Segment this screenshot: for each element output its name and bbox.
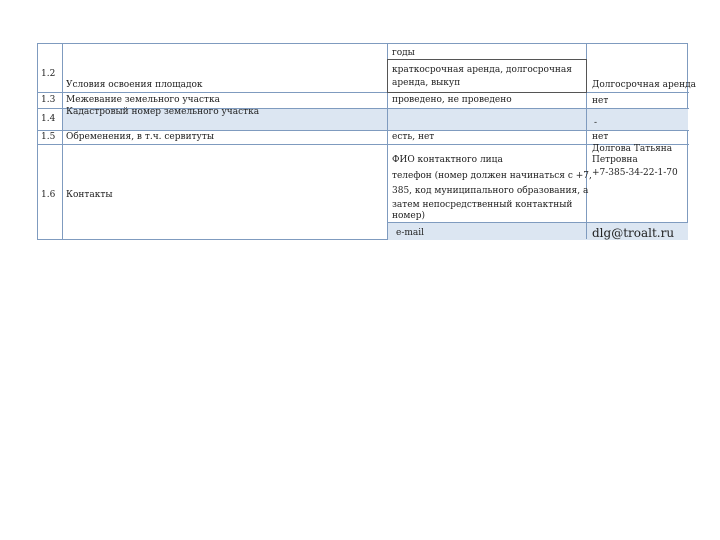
row-number: 1.2 xyxy=(41,69,56,79)
phone-label: номер) xyxy=(392,211,426,221)
contact-name-label: ФИО контактного лица xyxy=(392,155,503,165)
row-number: 1.3 xyxy=(41,95,56,105)
options-text: годы xyxy=(392,48,415,58)
phone-label: телефон (номер должен начинаться с +7, xyxy=(392,171,592,181)
parameter-label: Контакты xyxy=(66,190,113,200)
phone-value: +7-385-34-22-1-70 xyxy=(592,168,678,178)
email-label: e-mail xyxy=(396,228,425,238)
parameter-label: Условия освоения площадок xyxy=(66,80,203,90)
value-text: нет xyxy=(592,96,609,106)
value-text: нет xyxy=(592,132,609,142)
options-text: аренда, выкуп xyxy=(392,78,461,88)
parameter-label: Межевание земельного участка xyxy=(66,95,220,105)
options-text: проведено, не проведено xyxy=(392,95,512,105)
phone-label: затем непосредственный контактный xyxy=(392,200,573,210)
row-number: 1.4 xyxy=(41,114,56,124)
value-text: - xyxy=(594,118,598,128)
col-divider-num xyxy=(62,44,63,239)
parameter-label: Кадастровый номер земельного участка xyxy=(66,107,260,117)
row-number: 1.6 xyxy=(41,190,56,200)
parameter-label: Обременения, в т.ч. сервитуты xyxy=(66,132,214,142)
row-divider xyxy=(38,92,689,93)
email-value: dlg@troalt.ru xyxy=(592,226,675,240)
options-text: краткосрочная аренда, долгосрочная xyxy=(392,65,572,75)
land-plot-table xyxy=(37,43,697,240)
row-divider xyxy=(38,130,689,131)
options-text: есть, нет xyxy=(392,132,435,142)
row-divider xyxy=(388,222,688,223)
phone-label: 385, код муниципального образования, а xyxy=(392,186,589,196)
row-number: 1.5 xyxy=(41,132,56,142)
contact-name-value: Петровна xyxy=(592,155,638,165)
contact-name-value: Долгова Татьяна xyxy=(592,144,673,154)
value-text: Долгосрочная аренда xyxy=(592,80,697,90)
